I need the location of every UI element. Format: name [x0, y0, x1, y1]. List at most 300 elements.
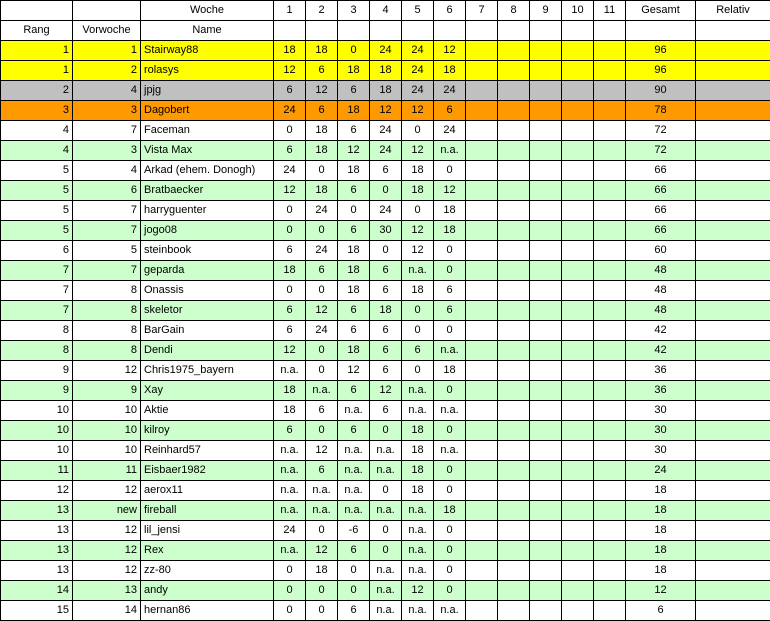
cell-week-2: 6 [306, 461, 338, 481]
cell-week-10 [562, 561, 594, 581]
cell-week-2: 6 [306, 401, 338, 421]
cell-week-1: n.a. [274, 461, 306, 481]
cell-rang: 8 [1, 321, 73, 341]
cell-week-4: 0 [370, 181, 402, 201]
cell-week-9 [530, 461, 562, 481]
cell-week-1: n.a. [274, 541, 306, 561]
cell-week-3: 6 [338, 541, 370, 561]
cell-name: steinbook [141, 241, 274, 261]
cell-relativ [696, 441, 770, 461]
cell-week-6: n.a. [434, 141, 466, 161]
table-row [1, 81, 770, 101]
cell-week-11 [594, 321, 626, 341]
cell-name: Bratbaecker [141, 181, 274, 201]
cell-week-1: 0 [274, 601, 306, 621]
cell-rang: 5 [1, 181, 73, 201]
cell-week-4: n.a. [370, 461, 402, 481]
header-week-1: 1 [274, 1, 306, 21]
cell-week-1: n.a. [274, 501, 306, 521]
cell-week-1: 0 [274, 561, 306, 581]
cell-week-8 [498, 221, 530, 241]
cell-week-6: 18 [434, 361, 466, 381]
cell-week-11 [594, 221, 626, 241]
cell-rang: 12 [1, 481, 73, 501]
cell-name: kilroy [141, 421, 274, 441]
cell-week-11 [594, 501, 626, 521]
cell-week-11 [594, 261, 626, 281]
table-row [1, 261, 770, 281]
cell-week-1: 0 [274, 221, 306, 241]
cell-rang: 8 [1, 341, 73, 361]
cell-week-1: 6 [274, 421, 306, 441]
cell-rang: 6 [1, 241, 73, 261]
cell-week-3: 12 [338, 141, 370, 161]
table-body [1, 41, 770, 621]
cell-week-4: n.a. [370, 501, 402, 521]
cell-week-6: 0 [434, 321, 466, 341]
header-blank-w5 [402, 21, 434, 41]
cell-week-1: 6 [274, 241, 306, 261]
cell-week-6: 24 [434, 121, 466, 141]
cell-week-4: 0 [370, 521, 402, 541]
cell-relativ [696, 121, 770, 141]
cell-relativ [696, 321, 770, 341]
cell-vorwoche: 4 [73, 81, 141, 101]
cell-week-9 [530, 361, 562, 381]
cell-gesamt: 48 [626, 281, 696, 301]
cell-week-2: 6 [306, 61, 338, 81]
cell-week-7 [466, 341, 498, 361]
cell-rang: 2 [1, 81, 73, 101]
table-row [1, 481, 770, 501]
cell-week-5: 18 [402, 181, 434, 201]
cell-vorwoche: 3 [73, 141, 141, 161]
cell-week-11 [594, 421, 626, 441]
cell-relativ [696, 141, 770, 161]
cell-week-5: n.a. [402, 261, 434, 281]
cell-week-4: 6 [370, 321, 402, 341]
cell-week-8 [498, 441, 530, 461]
cell-week-9 [530, 381, 562, 401]
cell-week-11 [594, 401, 626, 421]
cell-vorwoche: 11 [73, 461, 141, 481]
cell-week-1: n.a. [274, 441, 306, 461]
cell-gesamt: 18 [626, 481, 696, 501]
cell-gesamt: 42 [626, 321, 696, 341]
cell-rang: 3 [1, 101, 73, 121]
cell-relativ [696, 241, 770, 261]
cell-week-6: 0 [434, 541, 466, 561]
cell-week-10 [562, 341, 594, 361]
cell-week-3: 18 [338, 241, 370, 261]
cell-week-6: n.a. [434, 341, 466, 361]
cell-week-10 [562, 201, 594, 221]
cell-week-5: 24 [402, 61, 434, 81]
cell-week-11 [594, 481, 626, 501]
cell-relativ [696, 201, 770, 221]
cell-week-9 [530, 441, 562, 461]
cell-week-11 [594, 201, 626, 221]
cell-week-3: 6 [338, 181, 370, 201]
cell-rang: 1 [1, 41, 73, 61]
cell-gesamt: 24 [626, 461, 696, 481]
cell-week-5: 24 [402, 41, 434, 61]
cell-name: Stairway88 [141, 41, 274, 61]
cell-week-9 [530, 281, 562, 301]
cell-relativ [696, 61, 770, 81]
cell-week-2: 6 [306, 101, 338, 121]
cell-name: jogo08 [141, 221, 274, 241]
cell-relativ [696, 521, 770, 541]
cell-week-9 [530, 521, 562, 541]
cell-name: Reinhard57 [141, 441, 274, 461]
cell-week-2: 12 [306, 301, 338, 321]
cell-week-2: 0 [306, 361, 338, 381]
cell-week-3: 0 [338, 561, 370, 581]
cell-week-3: 18 [338, 341, 370, 361]
cell-week-5: 12 [402, 581, 434, 601]
cell-week-9 [530, 181, 562, 201]
table-row [1, 341, 770, 361]
cell-week-1: 24 [274, 101, 306, 121]
cell-week-6: 18 [434, 501, 466, 521]
cell-week-7 [466, 121, 498, 141]
cell-week-5: 18 [402, 281, 434, 301]
cell-relativ [696, 541, 770, 561]
cell-week-1: n.a. [274, 481, 306, 501]
cell-week-10 [562, 261, 594, 281]
cell-rang: 7 [1, 261, 73, 281]
cell-week-7 [466, 221, 498, 241]
header-blank-w2 [306, 21, 338, 41]
cell-week-9 [530, 61, 562, 81]
cell-gesamt: 36 [626, 381, 696, 401]
cell-name: Eisbaer1982 [141, 461, 274, 481]
cell-week-5: 12 [402, 241, 434, 261]
cell-week-8 [498, 201, 530, 221]
cell-week-10 [562, 101, 594, 121]
header-blank-relativ [696, 21, 770, 41]
cell-week-9 [530, 561, 562, 581]
cell-week-4: 12 [370, 381, 402, 401]
cell-rang: 7 [1, 281, 73, 301]
header-blank-w9 [530, 21, 562, 41]
cell-week-3: 18 [338, 281, 370, 301]
header-blank-w1 [274, 21, 306, 41]
cell-week-1: 12 [274, 181, 306, 201]
cell-week-8 [498, 341, 530, 361]
table-row [1, 181, 770, 201]
cell-rang: 4 [1, 141, 73, 161]
cell-vorwoche: 12 [73, 561, 141, 581]
cell-week-7 [466, 201, 498, 221]
table-row [1, 141, 770, 161]
cell-week-4: 12 [370, 101, 402, 121]
cell-week-2: 0 [306, 161, 338, 181]
cell-relativ [696, 361, 770, 381]
cell-week-8 [498, 141, 530, 161]
cell-week-2: n.a. [306, 481, 338, 501]
cell-vorwoche: 8 [73, 321, 141, 341]
cell-week-2: 24 [306, 201, 338, 221]
cell-vorwoche: 1 [73, 41, 141, 61]
table-row [1, 61, 770, 81]
cell-week-7 [466, 401, 498, 421]
cell-week-8 [498, 241, 530, 261]
header-week-6: 6 [434, 1, 466, 21]
cell-week-10 [562, 221, 594, 241]
cell-rang: 9 [1, 361, 73, 381]
cell-vorwoche: 7 [73, 201, 141, 221]
cell-week-5: 18 [402, 161, 434, 181]
cell-week-10 [562, 241, 594, 261]
cell-week-8 [498, 181, 530, 201]
cell-week-1: 24 [274, 521, 306, 541]
header-week-3: 3 [338, 1, 370, 21]
cell-week-2: n.a. [306, 381, 338, 401]
header-blank-w4 [370, 21, 402, 41]
cell-week-3: n.a. [338, 441, 370, 461]
cell-week-7 [466, 461, 498, 481]
cell-week-2: 12 [306, 541, 338, 561]
cell-week-9 [530, 501, 562, 521]
cell-week-6: 6 [434, 301, 466, 321]
cell-week-2: 6 [306, 261, 338, 281]
cell-week-9 [530, 321, 562, 341]
cell-relativ [696, 341, 770, 361]
cell-week-7 [466, 441, 498, 461]
cell-week-9 [530, 101, 562, 121]
cell-vorwoche: 10 [73, 441, 141, 461]
cell-week-9 [530, 241, 562, 261]
cell-week-10 [562, 281, 594, 301]
cell-week-10 [562, 181, 594, 201]
cell-relativ [696, 561, 770, 581]
cell-vorwoche: 12 [73, 521, 141, 541]
cell-week-2: 18 [306, 181, 338, 201]
cell-week-6: 0 [434, 521, 466, 541]
cell-rang: 10 [1, 421, 73, 441]
cell-week-10 [562, 481, 594, 501]
cell-week-6: 0 [434, 481, 466, 501]
cell-week-4: 6 [370, 281, 402, 301]
cell-gesamt: 90 [626, 81, 696, 101]
cell-week-10 [562, 361, 594, 381]
cell-week-6: 0 [434, 261, 466, 281]
cell-week-5: 18 [402, 461, 434, 481]
cell-week-6: 0 [434, 581, 466, 601]
cell-gesamt: 96 [626, 41, 696, 61]
cell-week-1: 18 [274, 261, 306, 281]
cell-week-4: 0 [370, 421, 402, 441]
cell-week-9 [530, 401, 562, 421]
cell-week-5: 12 [402, 141, 434, 161]
cell-name: Aktie [141, 401, 274, 421]
cell-week-3: 0 [338, 581, 370, 601]
cell-week-10 [562, 381, 594, 401]
cell-week-11 [594, 521, 626, 541]
cell-relativ [696, 221, 770, 241]
header-blank-w8 [498, 21, 530, 41]
cell-name: BarGain [141, 321, 274, 341]
cell-week-3: 12 [338, 361, 370, 381]
cell-week-6: 18 [434, 61, 466, 81]
cell-week-6: 18 [434, 221, 466, 241]
cell-name: Faceman [141, 121, 274, 141]
cell-week-4: 18 [370, 61, 402, 81]
cell-week-4: n.a. [370, 441, 402, 461]
cell-week-11 [594, 61, 626, 81]
cell-week-7 [466, 541, 498, 561]
cell-name: Vista Max [141, 141, 274, 161]
cell-week-2: 0 [306, 521, 338, 541]
cell-vorwoche: 7 [73, 261, 141, 281]
cell-week-3: -6 [338, 521, 370, 541]
cell-relativ [696, 421, 770, 441]
table-row [1, 581, 770, 601]
cell-week-7 [466, 161, 498, 181]
cell-gesamt: 96 [626, 61, 696, 81]
cell-name: zz-80 [141, 561, 274, 581]
cell-week-11 [594, 461, 626, 481]
cell-week-6: 0 [434, 421, 466, 441]
cell-week-10 [562, 501, 594, 521]
cell-week-4: n.a. [370, 581, 402, 601]
cell-week-11 [594, 181, 626, 201]
cell-week-1: 6 [274, 81, 306, 101]
cell-week-1: 18 [274, 381, 306, 401]
cell-week-1: 6 [274, 141, 306, 161]
cell-gesamt: 12 [626, 581, 696, 601]
table-row [1, 161, 770, 181]
cell-week-3: 18 [338, 261, 370, 281]
table-row [1, 121, 770, 141]
cell-vorwoche: 2 [73, 61, 141, 81]
cell-name: fireball [141, 501, 274, 521]
header-week-5: 5 [402, 1, 434, 21]
cell-week-6: n.a. [434, 441, 466, 461]
table-row [1, 321, 770, 341]
cell-week-7 [466, 241, 498, 261]
cell-vorwoche: 10 [73, 421, 141, 441]
cell-week-11 [594, 281, 626, 301]
cell-vorwoche: 6 [73, 181, 141, 201]
cell-week-5: 12 [402, 221, 434, 241]
cell-week-3: n.a. [338, 481, 370, 501]
cell-week-9 [530, 301, 562, 321]
cell-vorwoche: 10 [73, 401, 141, 421]
cell-gesamt: 30 [626, 441, 696, 461]
cell-vorwoche: 8 [73, 301, 141, 321]
cell-week-6: 18 [434, 201, 466, 221]
cell-name: rolasys [141, 61, 274, 81]
cell-week-3: 6 [338, 221, 370, 241]
cell-week-4: 6 [370, 361, 402, 381]
header-blank-rang [1, 1, 73, 21]
header-week-7: 7 [466, 1, 498, 21]
cell-gesamt: 66 [626, 221, 696, 241]
cell-week-4: 6 [370, 341, 402, 361]
header-blank-gesamt [626, 21, 696, 41]
cell-week-7 [466, 421, 498, 441]
cell-week-2: 0 [306, 421, 338, 441]
cell-week-1: 0 [274, 281, 306, 301]
cell-name: Arkad (ehem. Donogh) [141, 161, 274, 181]
cell-week-10 [562, 141, 594, 161]
cell-rang: 5 [1, 161, 73, 181]
table-head-section [1, 1, 770, 41]
cell-week-8 [498, 81, 530, 101]
cell-week-8 [498, 461, 530, 481]
header-week-4: 4 [370, 1, 402, 21]
cell-week-7 [466, 61, 498, 81]
cell-week-10 [562, 41, 594, 61]
cell-relativ [696, 101, 770, 121]
cell-week-2: 12 [306, 81, 338, 101]
cell-week-9 [530, 41, 562, 61]
header-rang: Rang [1, 21, 73, 41]
header-woche: Woche [141, 1, 274, 21]
cell-rang: 4 [1, 121, 73, 141]
cell-gesamt: 78 [626, 101, 696, 121]
cell-week-11 [594, 301, 626, 321]
cell-rang: 13 [1, 501, 73, 521]
cell-week-5: 0 [402, 321, 434, 341]
cell-vorwoche: 4 [73, 161, 141, 181]
cell-name: aerox11 [141, 481, 274, 501]
cell-rang: 15 [1, 601, 73, 621]
header-blank-w6 [434, 21, 466, 41]
cell-week-2: 0 [306, 581, 338, 601]
cell-week-6: 6 [434, 101, 466, 121]
cell-rang: 5 [1, 221, 73, 241]
cell-week-9 [530, 341, 562, 361]
cell-gesamt: 72 [626, 121, 696, 141]
cell-week-11 [594, 241, 626, 261]
cell-gesamt: 66 [626, 201, 696, 221]
cell-week-4: 18 [370, 81, 402, 101]
header-row-top [1, 1, 770, 21]
cell-name: Dendi [141, 341, 274, 361]
cell-week-1: 6 [274, 301, 306, 321]
cell-gesamt: 6 [626, 601, 696, 621]
cell-week-2: 0 [306, 341, 338, 361]
cell-week-6: 0 [434, 381, 466, 401]
table-row [1, 441, 770, 461]
cell-week-11 [594, 101, 626, 121]
cell-week-11 [594, 161, 626, 181]
cell-relativ [696, 481, 770, 501]
cell-week-11 [594, 341, 626, 361]
cell-rang: 5 [1, 201, 73, 221]
header-week-10: 10 [562, 1, 594, 21]
header-blank-w3 [338, 21, 370, 41]
cell-name: lil_jensi [141, 521, 274, 541]
cell-week-8 [498, 521, 530, 541]
cell-gesamt: 60 [626, 241, 696, 261]
cell-week-3: 0 [338, 41, 370, 61]
cell-week-3: 6 [338, 321, 370, 341]
cell-name: Chris1975_bayern [141, 361, 274, 381]
cell-week-1: 0 [274, 581, 306, 601]
cell-vorwoche: 5 [73, 241, 141, 261]
cell-week-9 [530, 581, 562, 601]
cell-name: geparda [141, 261, 274, 281]
cell-week-11 [594, 381, 626, 401]
cell-week-2: 18 [306, 41, 338, 61]
cell-rang: 7 [1, 301, 73, 321]
cell-week-4: 0 [370, 541, 402, 561]
